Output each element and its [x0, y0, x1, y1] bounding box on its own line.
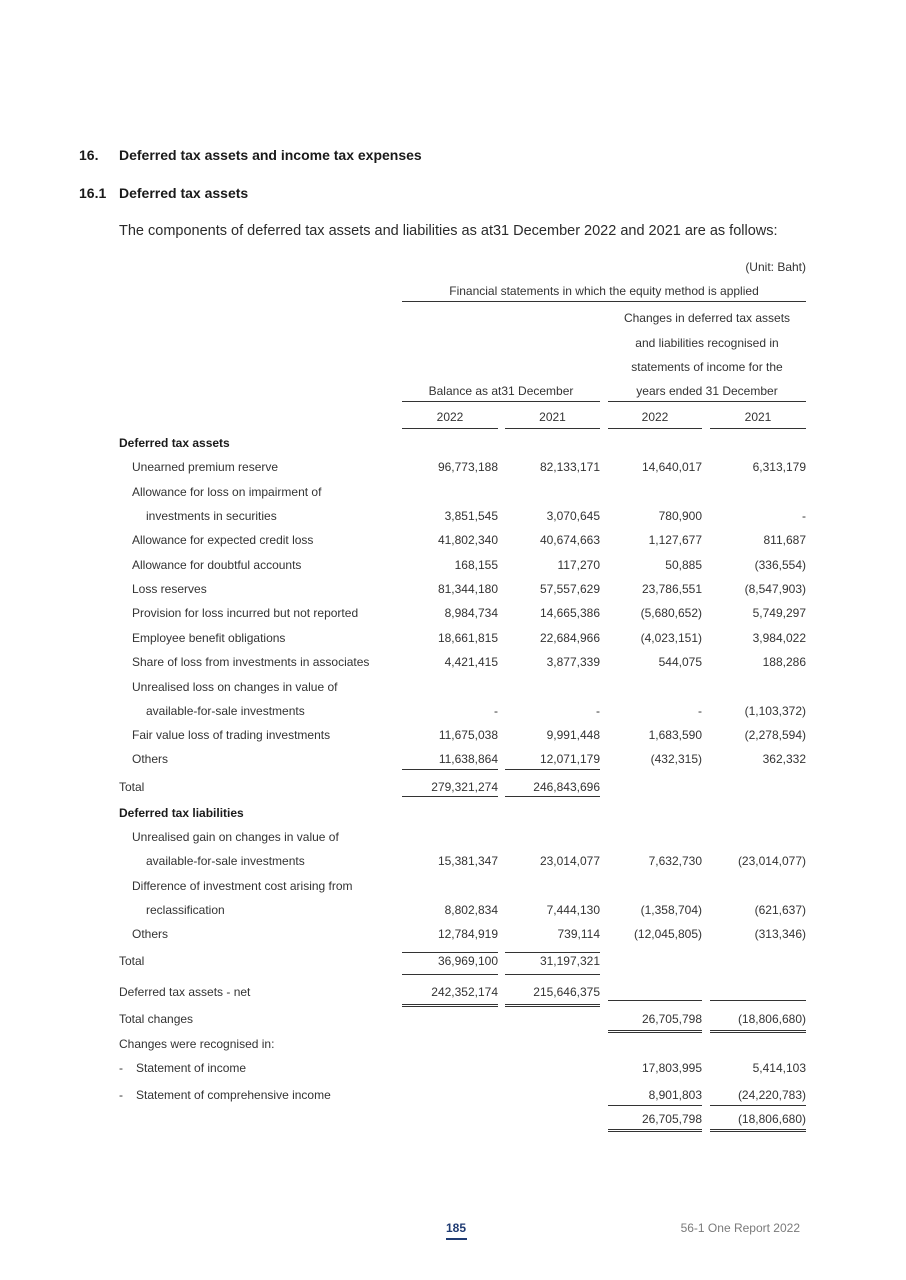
- value-cell: 96,773,188: [437, 460, 498, 474]
- value-cell: 188,286: [762, 655, 806, 669]
- value-cell: (1,358,704): [640, 903, 702, 917]
- row-label: Provision for loss incurred but not reported: [132, 606, 359, 620]
- value-cell: (23,014,077): [737, 854, 806, 868]
- value-cell: 242,352,174: [431, 985, 498, 999]
- row-label: Total: [119, 954, 145, 968]
- value-cell: 279,321,274: [431, 780, 498, 794]
- value-cell: 40,674,663: [539, 533, 600, 547]
- value-cell: -: [698, 704, 702, 718]
- value-cell: (432,315): [650, 752, 702, 766]
- value-cell: (8,547,903): [744, 582, 806, 596]
- subtotal-rule: [402, 952, 498, 953]
- value-cell: 50,885: [665, 558, 702, 572]
- changes-header-line-1: Changes in deferred tax assets: [623, 311, 791, 325]
- total-rule: [505, 796, 600, 797]
- value-cell: (1,103,372): [744, 704, 806, 718]
- changes-header-rule: [608, 401, 806, 402]
- value-cell: 6,313,179: [752, 460, 806, 474]
- value-cell: 3,851,545: [444, 509, 498, 523]
- value-cell: (12,045,805): [633, 927, 702, 941]
- value-cell: (18,806,680): [737, 1112, 806, 1126]
- group-header-rule: [402, 301, 806, 302]
- value-cell: (24,220,783): [737, 1088, 806, 1102]
- total-rule: [402, 974, 498, 975]
- value-cell: 7,632,730: [648, 854, 702, 868]
- row-label: Deferred tax assets - net: [119, 985, 251, 999]
- value-cell: 168,155: [454, 558, 498, 572]
- row-label: Loss reserves: [132, 582, 207, 596]
- total-rule: [402, 796, 498, 797]
- row-label: Others: [132, 752, 169, 766]
- value-cell: (5,680,652): [640, 606, 702, 620]
- changes-sum-double-rule: [608, 1129, 702, 1132]
- subtotal-rule: [505, 952, 600, 953]
- value-cell: 26,705,798: [641, 1112, 702, 1126]
- value-cell: 8,802,834: [444, 903, 498, 917]
- value-cell: 14,665,386: [539, 606, 600, 620]
- value-cell: (313,346): [754, 927, 806, 941]
- subsection-number: 16.1: [79, 185, 107, 201]
- value-cell: 22,684,966: [539, 631, 600, 645]
- row-label: Deferred tax liabilities: [119, 806, 244, 820]
- changes-header-line-2: and liabilities recognised in: [635, 336, 779, 350]
- total-rule: [505, 974, 600, 975]
- value-cell: (336,554): [754, 558, 806, 572]
- balance-header: Balance as at31 December: [428, 384, 574, 398]
- section-title: Deferred tax assets and income tax expenses: [119, 147, 422, 163]
- year-header: 2021: [744, 410, 772, 424]
- value-cell: 362,332: [762, 752, 806, 766]
- value-cell: 17,803,995: [641, 1061, 702, 1075]
- row-label: Statement of income: [136, 1061, 247, 1075]
- value-cell: 15,381,347: [437, 854, 498, 868]
- value-cell: (621,637): [754, 903, 806, 917]
- value-cell: 36,969,100: [437, 954, 498, 968]
- bullet-dash: -: [119, 1061, 123, 1075]
- page-number: 185: [446, 1221, 467, 1235]
- year-header: 2021: [539, 410, 566, 424]
- value-cell: 117,270: [557, 558, 600, 572]
- year-rule: [608, 428, 702, 429]
- changes-header-line-3: statements of income for the: [631, 360, 783, 374]
- row-label: Allowance for expected credit loss: [132, 533, 314, 547]
- value-cell: 23,786,551: [641, 582, 702, 596]
- value-cell: 1,683,590: [648, 728, 702, 742]
- value-cell: 57,557,629: [539, 582, 600, 596]
- value-cell: -: [596, 704, 600, 718]
- row-label: Changes were recognised in:: [119, 1037, 275, 1051]
- value-cell: 3,984,022: [752, 631, 806, 645]
- changes-double-rule: [608, 1030, 702, 1033]
- value-cell: (2,278,594): [744, 728, 806, 742]
- value-cell: 82,133,171: [539, 460, 600, 474]
- row-label: available-for-sale investments: [146, 704, 305, 718]
- row-label: Total changes: [119, 1012, 194, 1026]
- value-cell: 11,638,864: [438, 752, 498, 766]
- value-cell: 5,414,103: [752, 1061, 806, 1075]
- value-cell: -: [494, 704, 498, 718]
- year-header: 2022: [436, 410, 464, 424]
- value-cell: 12,784,919: [437, 927, 498, 941]
- value-cell: 31,197,321: [539, 954, 600, 968]
- row-label: Employee benefit obligations: [132, 631, 286, 645]
- changes-double-rule: [710, 1030, 806, 1033]
- year-rule: [710, 428, 806, 429]
- year-rule: [505, 428, 600, 429]
- value-cell: 18,661,815: [437, 631, 498, 645]
- subsection-title: Deferred tax assets: [119, 185, 249, 201]
- year-header: 2022: [641, 410, 669, 424]
- value-cell: 5,749,297: [752, 606, 806, 620]
- intro-text: The components of deferred tax assets and liabilities as at31 December 2022 and 2021 are as follows:: [119, 223, 778, 239]
- value-cell: 9,991,448: [546, 728, 600, 742]
- value-cell: (4,023,151): [640, 631, 702, 645]
- changes-rule: [608, 1000, 702, 1001]
- row-label: reclassification: [146, 903, 225, 917]
- value-cell: 3,070,645: [546, 509, 600, 523]
- row-label: available-for-sale investments: [146, 854, 305, 868]
- bullet-dash: -: [119, 1088, 123, 1102]
- value-cell: 544,075: [658, 655, 702, 669]
- unit-label: (Unit: Baht): [745, 260, 806, 274]
- row-label: Others: [132, 927, 169, 941]
- subtotal-rule: [402, 769, 498, 770]
- row-label: Unearned premium reserve: [132, 460, 279, 474]
- value-cell: 780,900: [658, 509, 702, 523]
- value-cell: 23,014,077: [539, 854, 600, 868]
- value-cell: 7,444,130: [546, 903, 600, 917]
- value-cell: -: [802, 509, 806, 523]
- value-cell: 11,675,038: [438, 728, 498, 742]
- row-label: Unrealised gain on changes in value of: [132, 830, 339, 844]
- report-title: 56-1 One Report 2022: [680, 1221, 800, 1235]
- value-cell: 215,646,375: [533, 985, 600, 999]
- changes-sum-rule: [608, 1105, 702, 1106]
- value-cell: 41,802,340: [437, 533, 498, 547]
- row-label: Deferred tax assets: [119, 436, 230, 450]
- value-cell: 14,640,017: [641, 460, 702, 474]
- row-label: Allowance for loss on impairment of: [132, 485, 322, 499]
- section-number: 16.: [79, 147, 99, 163]
- value-cell: 4,421,415: [444, 655, 498, 669]
- row-label: Fair value loss of trading investments: [132, 728, 331, 742]
- balance-header-rule: [402, 401, 600, 402]
- value-cell: 26,705,798: [641, 1012, 702, 1026]
- row-label: Difference of investment cost arising from: [132, 879, 353, 893]
- value-cell: 739,114: [557, 927, 600, 941]
- value-cell: 3,877,339: [546, 655, 600, 669]
- net-double-rule: [402, 1004, 498, 1007]
- subtotal-rule: [505, 769, 600, 770]
- value-cell: 8,901,803: [648, 1088, 702, 1102]
- value-cell: (18,806,680): [737, 1012, 806, 1026]
- row-label: Unrealised loss on changes in value of: [132, 680, 338, 694]
- value-cell: 8,984,734: [444, 606, 498, 620]
- value-cell: 81,344,180: [437, 582, 498, 596]
- value-cell: 12,071,179: [539, 752, 600, 766]
- changes-sum-double-rule: [710, 1129, 806, 1132]
- changes-sum-rule: [710, 1105, 806, 1106]
- net-double-rule: [505, 1004, 600, 1007]
- row-label: Share of loss from investments in associates: [132, 655, 370, 669]
- changes-rule: [710, 1000, 806, 1001]
- page-number-underline: [446, 1238, 467, 1240]
- value-cell: 246,843,696: [533, 780, 600, 794]
- year-rule: [402, 428, 498, 429]
- group-header: Financial statements in which the equity method is applied: [449, 284, 759, 298]
- row-label: Allowance for doubtful accounts: [132, 558, 302, 572]
- row-label: investments in securities: [146, 509, 277, 523]
- value-cell: 811,687: [763, 533, 806, 547]
- value-cell: 1,127,677: [648, 533, 702, 547]
- row-label: Total: [119, 780, 145, 794]
- row-label: Statement of comprehensive income: [136, 1088, 331, 1102]
- changes-header-line-4: years ended 31 December: [636, 384, 778, 398]
